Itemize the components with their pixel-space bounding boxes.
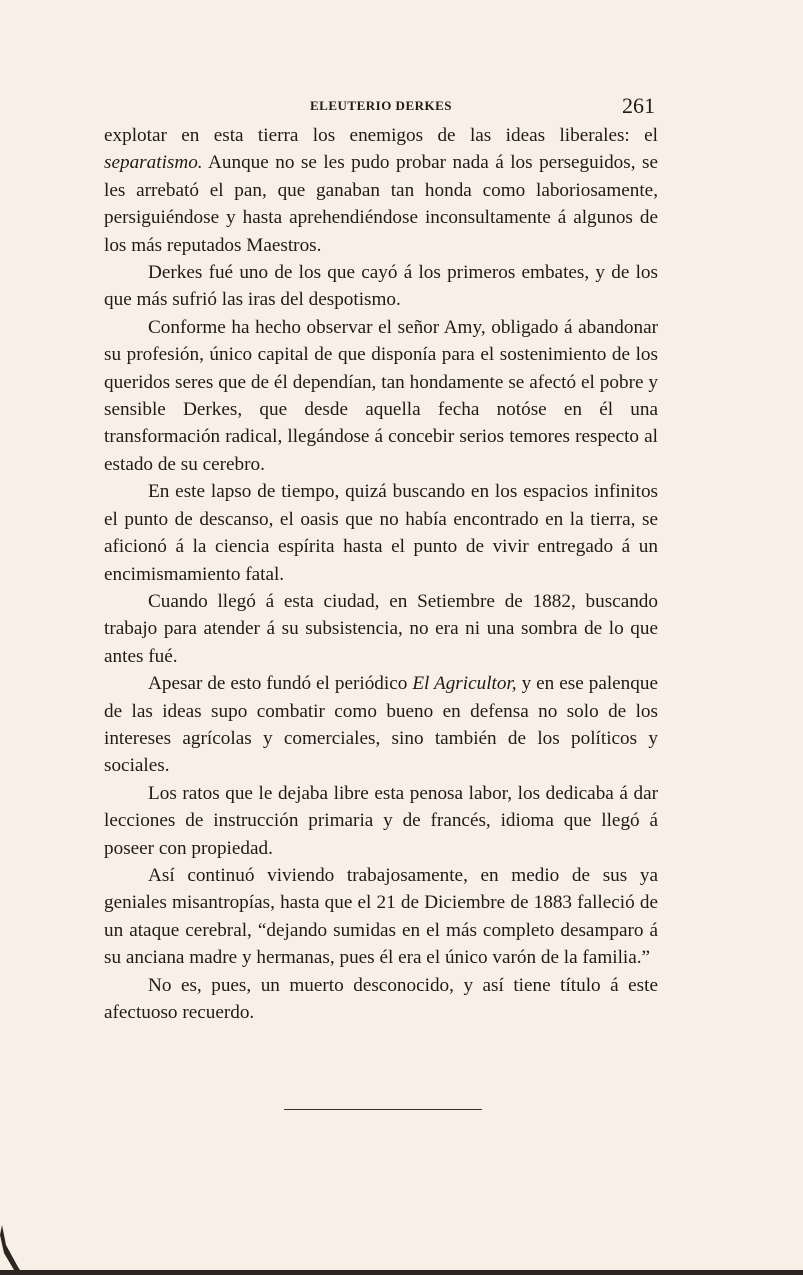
running-title: ELEUTERIO DERKES <box>310 98 453 113</box>
text-segment: Así continuó viviendo trabajosamente, en medio de sus ya geniales misantropías, hasta que el 21 de Diciembre de 1883 falleció de un ataque cerebral, “dejando sumidas en el más completo desamparo á su anciana madre y hermanas, pues él era el único varón de la familia.” <box>104 864 658 969</box>
text-segment: Los ratos que le dejaba libre esta penosa labor, los dedicaba á dar lecciones de instrucción primaria y de francés, idioma que llegó á poseer con propiedad. <box>104 782 658 859</box>
text-segment: Derkes fué uno de los que cayó á los primeros embates, y de los que más sufrió las iras del despotismo. <box>104 262 658 311</box>
text-segment: explotar en esta tierra los enemigos de las ideas liberales: el <box>104 125 658 146</box>
page-edge-mark <box>0 1225 22 1270</box>
text-segment: y en ese palenque de las ideas supo combatir como bueno en defensa no solo de los intereses agrícolas y comerciales, sino también de los políticos y sociales. <box>104 673 658 777</box>
paragraph <box>104 862 658 972</box>
newspaper-title: El Agricultor, <box>412 673 517 695</box>
text-segment: En este lapso de tiempo, quizá buscando en los espacios infinitos el punto de descanso, el oasis que no había encontrado en la tierra, se aficionó á la ciencia espírita hasta el punto de vivir entregado á un encimismamiento fatal. <box>104 481 658 585</box>
paragraph <box>104 588 658 670</box>
italic-term: separatismo. <box>104 152 203 174</box>
text-segment: Cuando llegó á esta ciudad, en Setiembre de 1882, buscando trabajo para atender á su subsistencia, no era ni una sombra de lo que antes fué. <box>104 590 658 667</box>
body-text <box>104 122 658 1026</box>
text-segment: Apesar de esto fundó el periódico <box>148 673 413 695</box>
paragraph <box>104 972 658 1027</box>
text-segment: No es, pues, un muerto desconocido, y así tiene título á este afectuoso recuerdo. <box>104 974 658 1023</box>
page-number: 261 <box>622 93 655 118</box>
paragraph <box>104 314 658 478</box>
page-bottom-edge <box>0 1270 803 1275</box>
text-segment: Conforme ha hecho observar el señor Amy, obligado á abandonar su profesión, único capital de que disponía para el sostenimiento de los queridos seres que de él dependían, tan hondamente se afectó el pobre y sensible Derkes, que desde aquella fecha notóse en él una transformación radical, llegándose á concebir serios temores respecto al estado de su cerebro. <box>104 316 658 475</box>
paragraph <box>104 122 658 259</box>
text-segment: Aunque no se les pudo probar nada á los perseguidos, se les arrebató el pan, que ganaban tan honda como laboriosamente, persiguiéndose y hasta aprehendiéndose inconsultamente á algunos de los más reputados Maestros. <box>104 152 658 256</box>
paragraph <box>104 670 658 780</box>
paragraph <box>104 259 658 314</box>
paragraph <box>104 780 658 862</box>
closing-rule <box>284 1109 482 1110</box>
paragraph <box>104 478 658 588</box>
